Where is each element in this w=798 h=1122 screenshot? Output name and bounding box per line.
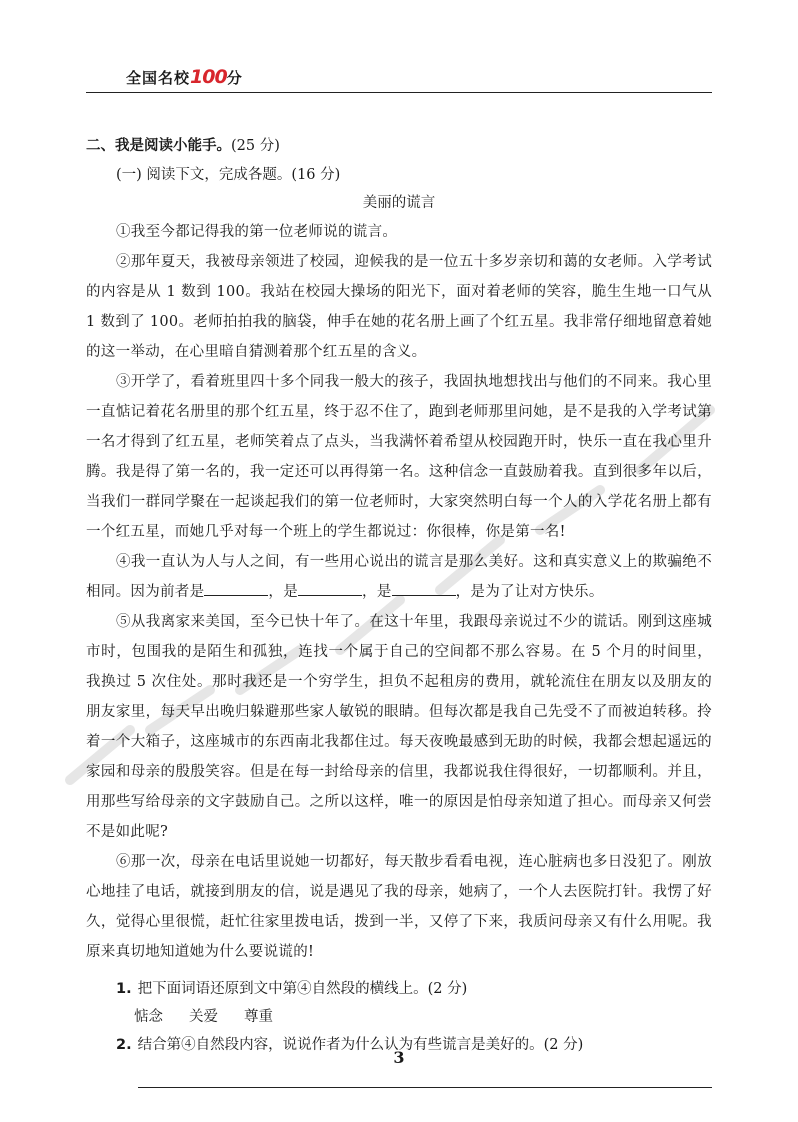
fill-blank-2[interactable] <box>298 577 362 596</box>
paragraph-4-part-d: ，是为了让对方快乐。 <box>455 584 604 600</box>
section-title-text: 二、我是阅读小能手。 <box>86 138 231 154</box>
paragraph-6: ⑥那一次，母亲在电话里说她一切都好，每天散步看看电视，连心脏病也多日没犯了。刚放心地挂了电话，就接到朋友的信，说是遇见了我的母亲，她病了，一个人去医院打针。我愣了好久，觉得心里很慌，赶忙往家里拨电话，拨到一半，又停了下来，我质问母亲又有什么用呢。我原来真切地知道她为什么要说谎的! <box>86 854 712 960</box>
word-option: 尊重 <box>244 1009 273 1025</box>
paragraph-3: ③开学了，看着班里四十多个同我一般大的孩子，我固执地想找出与他们的不同来。我心里一直惦记着花名册里的那个红五星，终于忍不住了，跑到老师那里问她，是不是我的入学考试第一名才得到了红五星，老师笑着点了点头，当我满怀着希望从校园跑开时，快乐一直在我心里升腾。我是得了第一名的，我一定还可以再得第一名。这种信念一直鼓励着我。直到很多年以后，当我们一群同学聚在一起谈起我们的第一位老师时，大家突然明白每一个人的入学花名册上都有一个红五星，而她几乎对每一个班上的学生都说过：你很棒，你是第一名! <box>86 374 712 540</box>
question-1-text: 把下面词语还原到文中第④自然段的横线上。(2 分) <box>137 981 468 997</box>
paragraph-1: ①我至今都记得我的第一位老师说的谎言。 <box>116 224 398 240</box>
page-number: 3 <box>393 1048 405 1067</box>
paragraph-4 <box>86 547 712 607</box>
word-option: 关爱 <box>189 1009 218 1025</box>
header-suffix: 分 <box>226 69 243 87</box>
question-2-text: 结合第④自然段内容，说说作者为什么认为有些谎言是美好的。(2 分) <box>137 1037 584 1053</box>
paragraph-5: ⑤从我离家来美国，至今已快十年了。在这十年里，我跟母亲说过不少的谎话。刚到这座城市时，包围我的是陌生和孤独，连找一个属于自己的空间都不那么容易。在 5 个月的时间里，我换过 5 次住处。那时我还是一个穷学生，担负不起租房的费用，就轮流住在朋友以及朋友的朋友家里，每天早出晚归躲避那些家人敏锐的眼睛。但每次都是我自己先受不了而被迫转移。拎着一个大箱子，这座城市的东西南北我都住过。每天夜晚最感到无助的时候，我都会想起遥远的家园和母亲的殷殷笑容。但是在每一封给母亲的信里，我都说我住得很好，一切都顺利。并且，用那些写给母亲的文字鼓励自己。之所以这样，唯一的原因是怕母亲知道了担心。而母亲又何尝不是如此呢? <box>86 614 712 840</box>
header-brand <box>126 66 243 88</box>
subsection-title: (一) 阅读下文，完成各题。(16 分) <box>116 167 341 183</box>
paragraph-4-part-b: ，是 <box>268 584 299 600</box>
paragraph-2: ②那年夏天，我被母亲领进了校园，迎候我的是一位五十多岁亲切和蔼的女老师。入学考试的内容是从 1 数到 100。我站在校园大操场的阳光下，面对着老师的笑容，脆生生地一口气从 1 数到了 100。老师拍拍我的脑袋，伸手在她的花名册上画了个红五星。我非常仔细地留意着她的这一举动，在心里暗自猜测着那个红五星的含义。 <box>86 254 712 360</box>
question-2-number: 2. <box>116 1037 132 1053</box>
word-option: 惦念 <box>134 1009 163 1025</box>
article-title: 美丽的谎言 <box>362 195 436 211</box>
fill-blank-1[interactable] <box>204 577 268 596</box>
answer-line[interactable] <box>138 1069 712 1088</box>
paragraph-4-part-c: ，是 <box>362 584 392 600</box>
header-prefix: 全国名校 <box>126 69 191 87</box>
page-header <box>86 62 712 93</box>
question-1-number: 1. <box>116 981 132 997</box>
section-score: (25 分) <box>231 138 280 154</box>
header-highlight: 100 <box>190 66 227 88</box>
page-content <box>86 131 712 1088</box>
question-1 <box>86 975 712 1003</box>
paragraph-4-part-a: ④我一直认为人与人之间，有一些用心说出的谎言是那么美好。这和真实意义上的欺骗绝不相同。因为前者是 <box>86 554 712 600</box>
word-options <box>86 1003 712 1031</box>
section-title <box>86 131 712 161</box>
fill-blank-3[interactable] <box>392 577 456 596</box>
